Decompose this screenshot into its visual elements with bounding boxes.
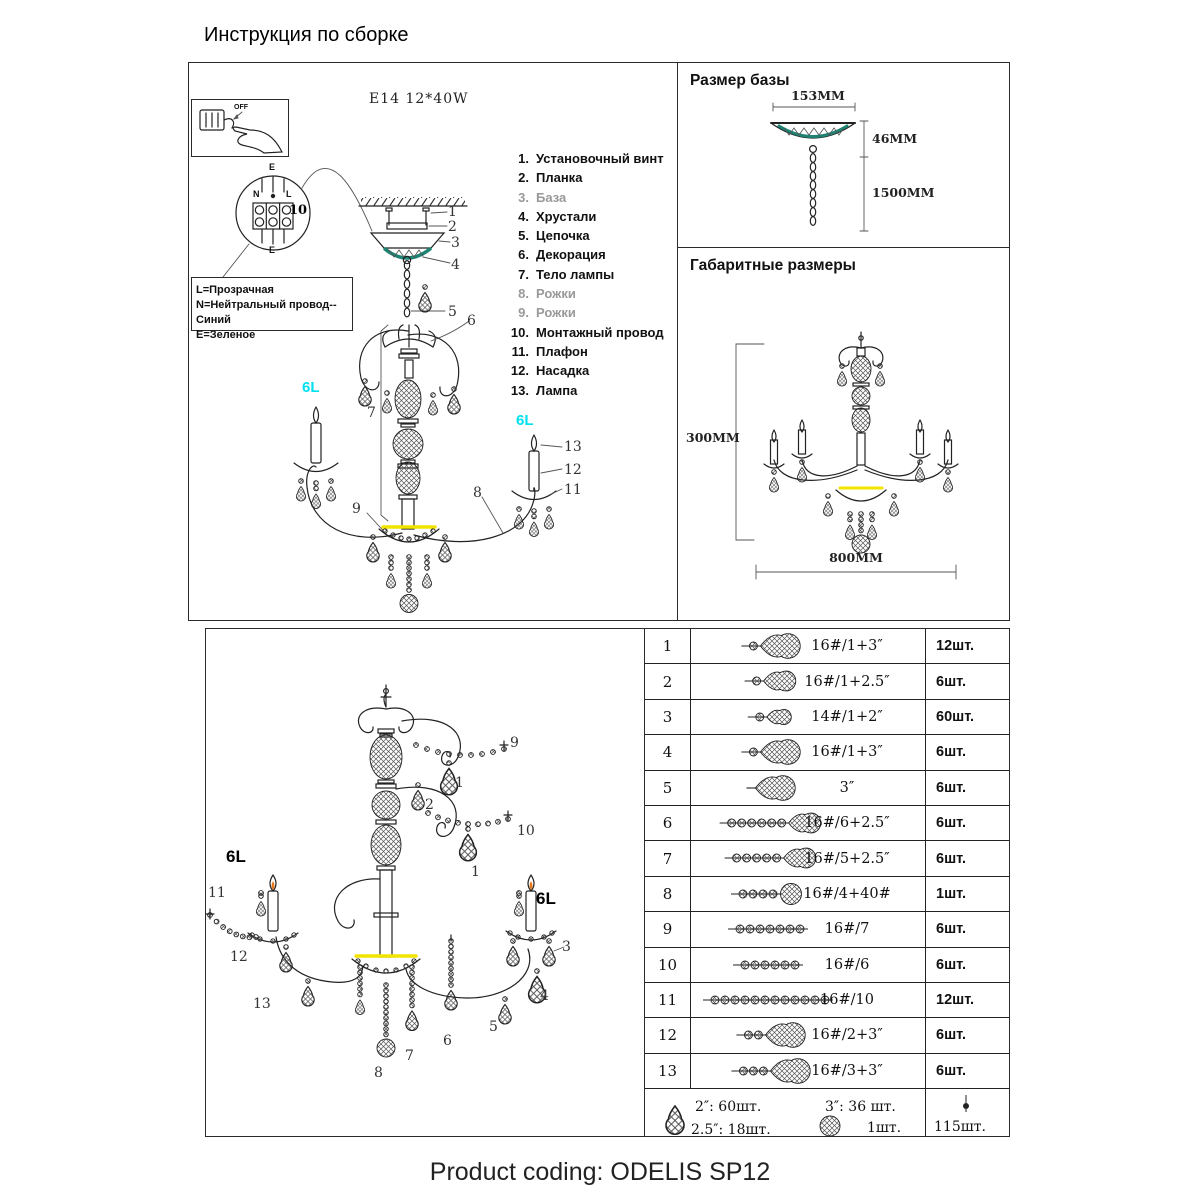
row-spec: 16#/2+3″ (811, 1027, 883, 1044)
legend-line-n: N=Нейтральный провод--Синий (196, 299, 337, 326)
terminal-e-bottom: E (269, 245, 276, 255)
row-spec: 16#/3+3″ (811, 1062, 883, 1079)
parts-list-item (503, 342, 664, 361)
callout-label-6: 6 (443, 1033, 452, 1049)
lamp-spec: E14 12*40W (369, 91, 469, 107)
base-size-title: Размер базы (690, 72, 790, 89)
parts-table-body (645, 629, 1009, 1139)
row-item (691, 735, 926, 769)
part-number: 8. (518, 286, 529, 302)
part-number: 6. (518, 247, 529, 263)
row-item (691, 841, 926, 875)
table-row (645, 1054, 1009, 1089)
assembly-instructions-panel (188, 62, 679, 621)
callout-label-10: 10 (517, 823, 535, 839)
row-spec: 16#/7 (824, 921, 870, 938)
parts-list-item (503, 245, 664, 264)
hand-icon (233, 127, 282, 153)
part-number: 4. (518, 208, 529, 224)
part-label: Насадка (536, 363, 590, 379)
canopy-plate (371, 233, 444, 248)
callout-label-1: 1 (455, 775, 464, 791)
callout-label-5: 5 (448, 304, 457, 320)
parts-list-item (503, 226, 664, 245)
part-number: 12. (510, 363, 529, 379)
parts-list-item (503, 207, 664, 226)
part-label: Хрустали (536, 208, 597, 224)
parts-list-item (503, 188, 664, 207)
summary-2-5in: 2.5″: 18шт. (691, 1122, 771, 1139)
part-label: Лампа (536, 382, 578, 398)
row-number: 6 (645, 806, 691, 840)
row-number: 5 (645, 771, 691, 805)
chain-length-dim: 1500MM (872, 185, 935, 200)
callout-label-12: 12 (230, 949, 248, 965)
terminal-n: N (253, 189, 260, 199)
row-number: 7 (645, 841, 691, 875)
parts-list-item (503, 168, 664, 187)
row-qty: 6шт. (936, 744, 967, 761)
overall-height-dim: 300MM (686, 430, 740, 446)
row-spec: 14#/1+2″ (811, 708, 883, 725)
row-qty: 60шт. (936, 708, 975, 725)
row-qty: 6шт. (936, 1062, 967, 1079)
parts-list-item (503, 149, 664, 168)
callout-label-13: 13 (253, 996, 271, 1012)
pin-icon (960, 1095, 972, 1113)
row-number: 9 (645, 912, 691, 946)
table-row (645, 948, 1009, 983)
parts-list-item (503, 265, 664, 284)
row-number: 8 (645, 877, 691, 911)
part-number: 5. (518, 228, 529, 244)
row-spec: 16#/1+2.5″ (804, 673, 890, 690)
part-label: Цепочка (536, 228, 590, 244)
part-number: 9. (518, 305, 529, 321)
part-label: Рожки (536, 305, 576, 321)
row-number: 2 (645, 664, 691, 698)
row-qty: 12шт. (936, 992, 975, 1009)
legend-line-e: E=Зеленое (196, 329, 256, 341)
row-item (691, 912, 926, 946)
callout-label-2: 2 (448, 219, 457, 235)
callout-label-11: 11 (208, 885, 226, 901)
row-item (691, 700, 926, 734)
table-row (645, 912, 1009, 947)
overall-width-dim: 800MM (829, 550, 883, 566)
row-item (691, 664, 926, 698)
callout-label-8: 8 (374, 1065, 383, 1081)
row-item (691, 629, 926, 663)
summary-2in: 2″: 60шт. (695, 1099, 762, 1116)
row-spec: 16#/1+3″ (811, 744, 883, 761)
callout-label-12: 12 (564, 462, 582, 478)
callout-label-5: 5 (489, 1019, 498, 1035)
row-spec: 3″ (839, 779, 855, 796)
row-qty: 1шт. (936, 885, 967, 902)
overall-size-panel (677, 247, 1010, 621)
parts-list-item (503, 284, 664, 303)
part-number: 10. (510, 324, 529, 340)
ball-icon (817, 1113, 843, 1139)
callout-label-6l: 6L (302, 379, 320, 396)
row-spec: 16#/6 (824, 956, 870, 973)
row-item (691, 948, 926, 982)
table-row (645, 1018, 1009, 1053)
table-row (645, 983, 1009, 1018)
left-candle (248, 875, 298, 943)
table-row (645, 771, 1009, 806)
row-number: 10 (645, 948, 691, 982)
summary-pin: 115шт. (934, 1119, 986, 1136)
legend-line-l: L=Прозрачная (196, 284, 274, 296)
part-label: Планка (536, 170, 583, 186)
callout-label-6l: 6L (226, 847, 246, 866)
row-qty: 6шт. (936, 1027, 967, 1044)
part-label: Плафон (536, 343, 588, 359)
part-label: Декорация (536, 247, 606, 263)
summary-3in: 3″: 36 шт. (825, 1099, 896, 1116)
row-number: 11 (645, 983, 691, 1017)
callout-label-6l: 6L (536, 889, 556, 908)
part-number: 2. (518, 170, 529, 186)
row-item (691, 806, 926, 840)
row-number: 12 (645, 1018, 691, 1052)
part-label: Рожки (536, 286, 576, 302)
part-number: 7. (518, 266, 529, 282)
table-summary (645, 1089, 1009, 1139)
row-qty: 12шт. (936, 638, 975, 655)
base-width-dim: 153MM (791, 88, 845, 103)
row-number: 1 (645, 629, 691, 663)
callout-label-4: 4 (540, 988, 549, 1004)
callout-label-7: 7 (405, 1048, 414, 1064)
row-item (691, 983, 926, 1017)
terminal-e-top: E (269, 162, 276, 172)
row-item (691, 1054, 926, 1088)
part-number: 3. (518, 189, 529, 205)
parts-list-item (503, 303, 664, 322)
row-spec: 16#/10 (820, 992, 874, 1009)
row-item (691, 771, 926, 805)
canopy-height-dim: 46MM (872, 131, 918, 146)
part-label: Установочный винт (536, 151, 664, 166)
off-label: OFF (234, 104, 248, 111)
callout-label-3: 3 (451, 235, 460, 251)
wiring-legend (191, 277, 353, 341)
row-qty: 6шт. (936, 850, 967, 867)
parts-table-panel (644, 628, 1010, 1137)
base-size-panel (677, 62, 1010, 249)
table-row (645, 629, 1009, 664)
parts-list-item (503, 381, 664, 400)
summary-ball: 1шт. (867, 1120, 902, 1137)
part-label: Монтажный провод (536, 324, 664, 340)
table-row (645, 735, 1009, 770)
part-number: 11. (511, 343, 529, 359)
parts-list (503, 149, 664, 400)
parts-list-item (503, 361, 664, 380)
page-title: Инструкция по сборке (204, 24, 409, 46)
row-item (691, 877, 926, 911)
row-qty: 6шт. (936, 779, 967, 796)
row-qty: 6шт. (936, 673, 967, 690)
callout-label-9: 9 (510, 735, 519, 751)
drop-icon (661, 1103, 689, 1139)
callout-label-2: 2 (425, 797, 434, 813)
callout-label-11: 11 (564, 482, 582, 498)
row-qty: 6шт. (936, 956, 967, 973)
switch-off-inset (191, 99, 289, 157)
table-row (645, 664, 1009, 699)
row-spec: 16#/6+2.5″ (804, 815, 890, 832)
terminal-l: L (286, 189, 292, 199)
row-item (691, 1018, 926, 1052)
row-number: 13 (645, 1054, 691, 1088)
part-label: База (536, 189, 567, 205)
table-row (645, 700, 1009, 735)
parts-list-item (503, 323, 664, 342)
left-arm (294, 407, 402, 537)
terminal-circle (223, 168, 372, 277)
callout-label-8: 8 (473, 485, 482, 501)
part-label: Тело лампы (536, 266, 615, 282)
row-qty: 6шт. (936, 921, 967, 938)
callout-label-6l: 6L (516, 412, 534, 429)
table-row (645, 806, 1009, 841)
parts-diagram-panel (205, 628, 646, 1137)
table-row (645, 877, 1009, 912)
central-column (393, 349, 423, 529)
callout-label-1: 1 (448, 204, 457, 220)
row-spec: 16#/5+2.5″ (804, 850, 890, 867)
callout-label-9: 9 (352, 501, 361, 517)
row-number: 3 (645, 700, 691, 734)
callout-label-7: 7 (367, 405, 376, 421)
row-spec: 16#/4+40# (803, 885, 891, 902)
chandelier-parts-drawing (206, 629, 644, 1135)
part-number: 13. (510, 382, 529, 398)
row-qty: 6шт. (936, 815, 967, 832)
table-row (645, 841, 1009, 876)
callout-label-3: 3 (562, 939, 571, 955)
row-spec: 16#/1+3″ (811, 638, 883, 655)
central-bowl (352, 956, 420, 1057)
mounting-bar (387, 223, 427, 229)
row-number: 4 (645, 735, 691, 769)
part-number: 1. (518, 151, 529, 166)
product-coding: Product coding: ODELIS SP12 (429, 1158, 771, 1186)
callout-label-10: 10 (289, 203, 308, 218)
overall-size-title: Габаритные размеры (690, 257, 856, 275)
callout-label-1: 1 (471, 864, 480, 880)
callout-label-4: 4 (451, 257, 460, 273)
callout-label-13: 13 (564, 439, 582, 455)
callout-label-6: 6 (467, 313, 476, 329)
